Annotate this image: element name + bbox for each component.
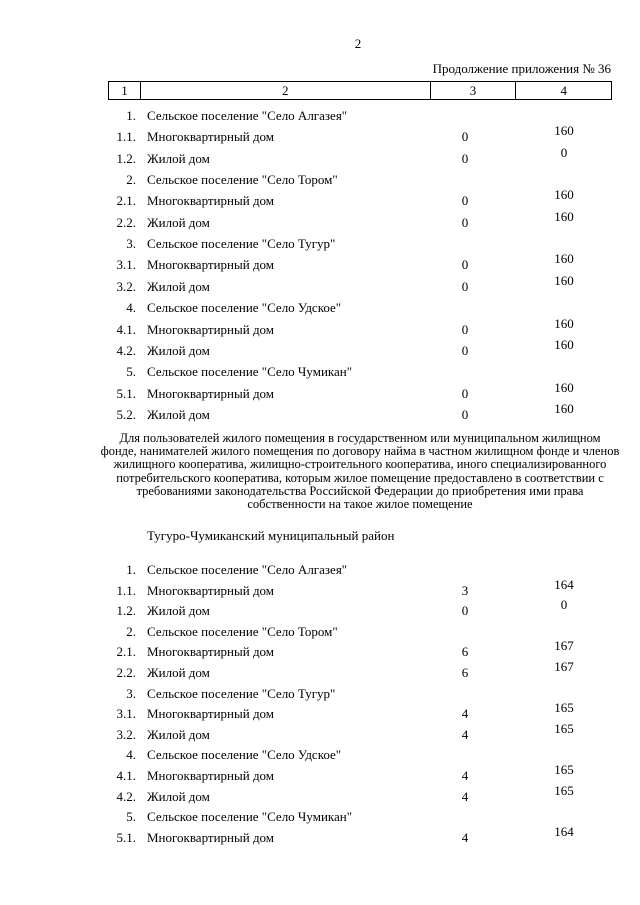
- row-value-3: 0: [461, 385, 469, 401]
- table-row: [0, 251, 640, 277]
- row-value-4: 160: [554, 251, 574, 267]
- row-value-4: 160: [554, 379, 574, 395]
- row-name: Жилой дом: [147, 603, 210, 619]
- row-value-3: 6: [461, 644, 469, 660]
- row-number: 3.2.: [116, 278, 136, 294]
- row-name: Жилой дом: [147, 214, 210, 230]
- row-number: 1.1.: [116, 582, 136, 598]
- row-name: Жилой дом: [147, 150, 210, 166]
- row-number: 4.2.: [116, 342, 136, 358]
- row-value-4: 165: [554, 782, 574, 798]
- row-value-4: 160: [554, 400, 574, 416]
- row-value-3: 0: [461, 129, 469, 145]
- row-name: Многоквартирный дом: [147, 257, 275, 273]
- table-row: [0, 624, 640, 644]
- row-value-4: 160: [554, 315, 574, 331]
- table-row: [0, 809, 640, 829]
- row-number: 2.: [126, 623, 136, 639]
- table-row: [0, 562, 640, 582]
- row-value-4: 164: [554, 823, 574, 839]
- table-row: [0, 144, 640, 171]
- row-number: 3.: [126, 685, 136, 701]
- row-name: Сельское поселение "Село Удское": [147, 747, 342, 763]
- table-row: [0, 187, 640, 213]
- row-value-3: 0: [461, 342, 469, 358]
- row-name: Жилой дом: [147, 342, 210, 358]
- continuation-note: Продолжение приложения № 36: [432, 61, 611, 76]
- row-value-3: 4: [461, 829, 469, 845]
- row-number: 3.1.: [116, 257, 136, 273]
- row-value-4: 0: [560, 144, 568, 160]
- row-number: 1.2.: [116, 603, 136, 619]
- row-name: Сельское поселение "Село Тугур": [147, 236, 336, 252]
- row-value-3: 4: [461, 706, 469, 722]
- row-number: 2.2.: [116, 214, 136, 230]
- row-name: Многоквартирный дом: [147, 768, 275, 783]
- row-number: 1.: [126, 108, 136, 123]
- row-name: Многоквартирный дом: [147, 193, 275, 209]
- header-col-3: 3: [431, 82, 517, 99]
- row-name: Жилой дом: [147, 406, 210, 422]
- row-number: 1.1.: [116, 129, 136, 145]
- table-row: [0, 208, 640, 235]
- table-row: [0, 379, 640, 406]
- row-value-4: 167: [554, 659, 574, 674]
- row-number: 4.: [126, 300, 136, 316]
- row-number: 3.1.: [116, 706, 136, 722]
- table-row: [0, 336, 640, 363]
- row-value-4: 160: [554, 187, 574, 203]
- row-value-4: 164: [554, 576, 574, 592]
- row-value-3: 6: [461, 665, 469, 680]
- table-row: [0, 123, 640, 149]
- row-name: Сельское поселение "Село Тором": [147, 623, 338, 639]
- table-row: [0, 576, 640, 603]
- page-number: 2: [354, 36, 362, 51]
- row-number: 2.2.: [116, 665, 136, 680]
- row-name: Многоквартирный дом: [147, 706, 275, 722]
- row-number: 4.: [126, 747, 136, 763]
- row-value-3: 0: [461, 193, 469, 209]
- row-name: Многоквартирный дом: [147, 644, 275, 660]
- row-number: 5.1.: [116, 385, 136, 401]
- row-value-3: 0: [461, 321, 469, 337]
- table-row: [0, 300, 640, 320]
- conditions-paragraph: Для пользователей жилого помещения в государственном или муниципальном жилищном фонде, нанимателей жилого помещения по договору найма в частном жилищном фонде и членов жилищного кооператива, жилищно-строительного кооператива, иного специализированного потребительского кооператива, которым жилое помещение предоставлено в соответствии с требованиями законодательства Российской Федерации до приобретения ими права собственности на такое жилое помещение: [100, 431, 620, 512]
- row-name: Многоквартирный дом: [147, 829, 275, 845]
- row-number: 5.2.: [116, 406, 136, 422]
- table-row: [0, 315, 640, 342]
- row-name: Многоквартирный дом: [147, 129, 275, 145]
- row-name: Сельское поселение "Село Чумикан": [147, 364, 353, 380]
- row-name: Сельское поселение "Село Чумикан": [147, 809, 353, 825]
- row-number: 5.: [126, 809, 136, 825]
- row-number: 2.1.: [116, 193, 136, 209]
- row-value-3: 4: [461, 768, 469, 783]
- row-name: Сельское поселение "Село Алгазея": [147, 562, 348, 577]
- row-name: Сельское поселение "Село Удское": [147, 300, 342, 316]
- row-number: 1.: [126, 562, 136, 577]
- header-col-4: 4: [560, 82, 567, 98]
- row-name: Многоквартирный дом: [147, 321, 275, 337]
- row-name: Многоквартирный дом: [147, 582, 275, 598]
- row-value-4: 160: [554, 123, 574, 139]
- row-number: 3.: [126, 236, 136, 252]
- row-number: 3.2.: [116, 726, 136, 742]
- row-number: 2.1.: [116, 644, 136, 660]
- table-row: [0, 172, 640, 192]
- district-title: Тугуро-Чумиканский муниципальный район: [147, 528, 395, 543]
- row-value-3: 3: [461, 582, 469, 598]
- row-value-4: 160: [554, 272, 574, 288]
- table-row: [0, 638, 640, 664]
- row-number: 2.: [126, 172, 136, 188]
- table-row: [0, 762, 640, 788]
- table-row: [0, 272, 640, 299]
- table-row: [0, 400, 640, 427]
- row-value-4: 165: [554, 762, 574, 777]
- row-name: Сельское поселение "Село Тугур": [147, 685, 336, 701]
- row-value-4: 160: [554, 336, 574, 352]
- table-header: [108, 81, 612, 100]
- table-row: [0, 747, 640, 767]
- row-value-3: 0: [461, 150, 469, 166]
- row-number: 5.: [126, 364, 136, 380]
- header-col-2: 2: [141, 82, 431, 99]
- row-number: 4.1.: [116, 321, 136, 337]
- table-row: [0, 236, 640, 256]
- header-col-1: 1: [109, 82, 141, 99]
- row-name: Жилой дом: [147, 278, 210, 294]
- row-value-4: 167: [554, 638, 574, 654]
- row-name: Сельское поселение "Село Тором": [147, 172, 338, 188]
- row-value-3: 0: [461, 603, 469, 619]
- row-value-4: 160: [554, 208, 574, 224]
- table-row: [0, 597, 640, 623]
- row-value-3: 0: [461, 406, 469, 422]
- row-name: Сельское поселение "Село Алгазея": [147, 108, 348, 123]
- row-value-3: 4: [461, 726, 469, 742]
- row-number: 4.2.: [116, 788, 136, 804]
- row-value-3: 0: [461, 257, 469, 273]
- table-row: [0, 686, 640, 706]
- row-name: Жилой дом: [147, 726, 210, 742]
- table-row: [0, 659, 640, 685]
- row-value-4: 165: [554, 720, 574, 736]
- row-name: Многоквартирный дом: [147, 385, 275, 401]
- row-value-3: 0: [461, 214, 469, 230]
- table-row: [0, 720, 640, 747]
- row-name: Жилой дом: [147, 665, 210, 680]
- row-number: 5.1.: [116, 829, 136, 845]
- row-number: 1.2.: [116, 150, 136, 166]
- table-row: [0, 108, 640, 128]
- row-name: Жилой дом: [147, 788, 210, 804]
- table-row: [0, 364, 640, 384]
- row-value-3: 4: [461, 788, 469, 804]
- row-value-4: 165: [554, 700, 574, 716]
- row-value-3: 0: [461, 278, 469, 294]
- table-row: [0, 823, 640, 850]
- row-number: 4.1.: [116, 768, 136, 783]
- table-row: [0, 782, 640, 809]
- table-row: [0, 700, 640, 726]
- row-value-4: 0: [560, 597, 568, 613]
